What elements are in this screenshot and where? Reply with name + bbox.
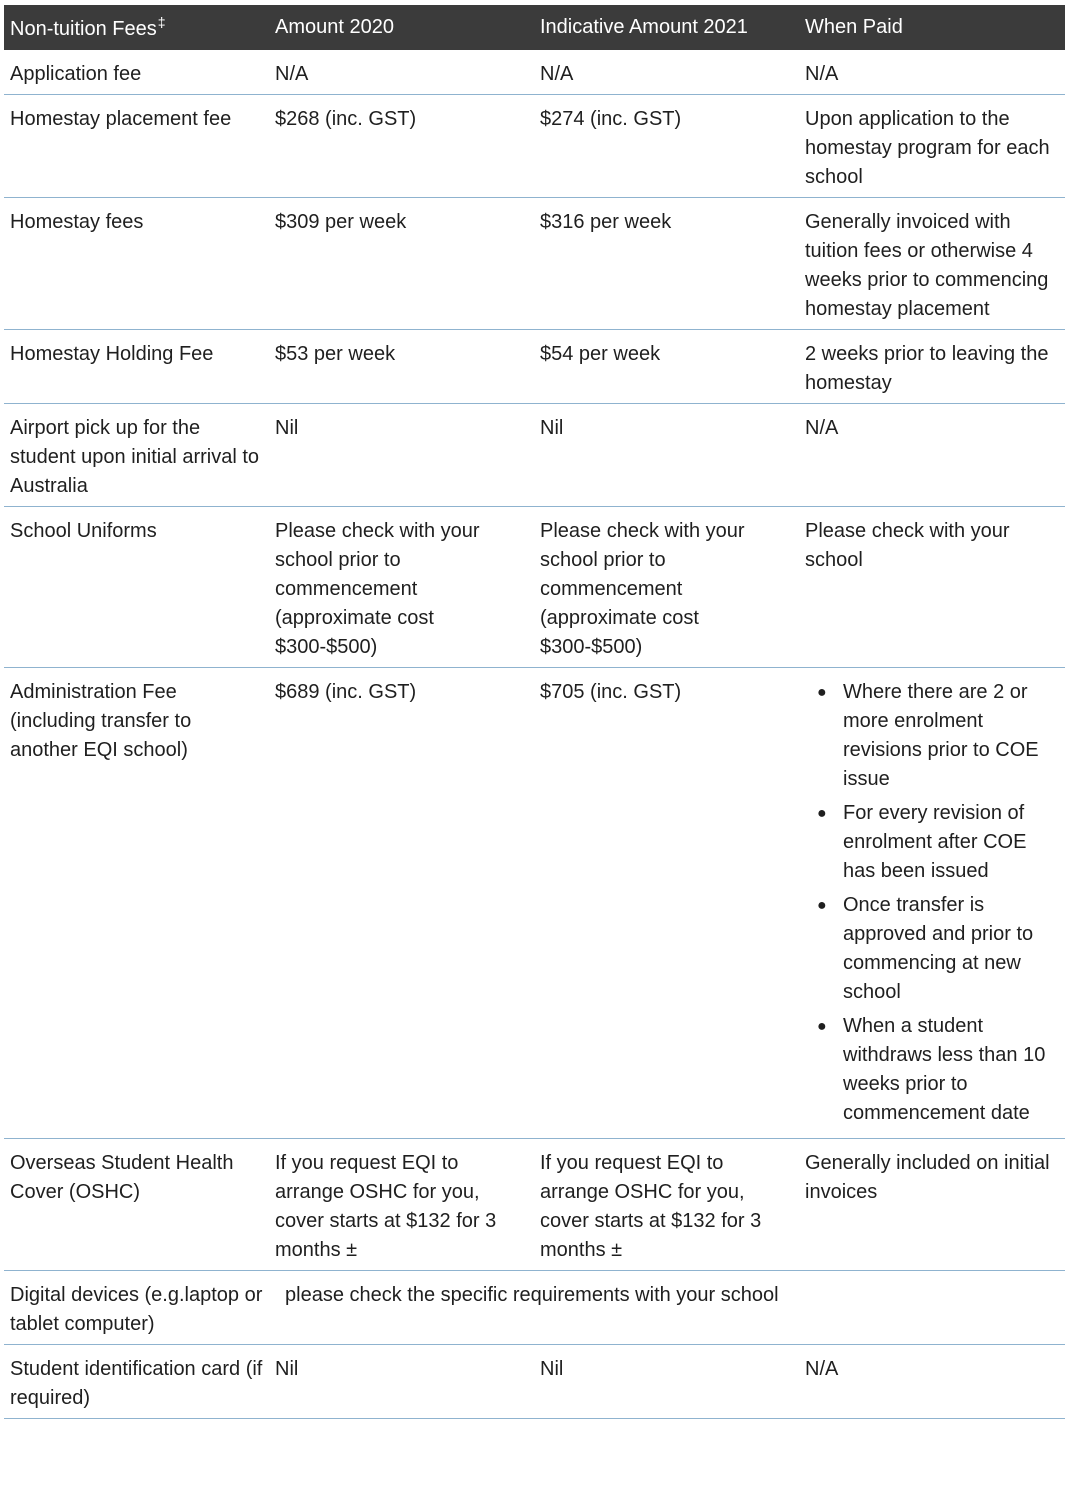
- amount-2021: $54 per week: [534, 330, 799, 404]
- amount-2020: Nil: [269, 1345, 534, 1419]
- table-row: [4, 668, 1065, 1139]
- amount-2021: N/A: [534, 50, 799, 95]
- when-paid-list: [805, 678, 1059, 1128]
- table-header-row: [4, 5, 1065, 50]
- table-row: [4, 330, 1065, 404]
- amount-2021: If you request EQI to arrange OSHC for you, cover starts at $132 for 3 months ±: [534, 1139, 799, 1271]
- table-row: [4, 507, 1065, 668]
- table-row: [4, 198, 1065, 330]
- header-indicative-amount-2021: Indicative Amount 2021: [534, 5, 799, 50]
- header-amount-2020: Amount 2020: [269, 5, 534, 50]
- table-row: [4, 1139, 1065, 1271]
- fee-name: Application fee: [4, 50, 269, 95]
- amount-2020: If you request EQI to arrange OSHC for you, cover starts at $132 for 3 months ±: [269, 1139, 534, 1271]
- amount-2021: Nil: [534, 1345, 799, 1419]
- list-item: [805, 891, 1059, 1007]
- list-item-text: When a student withdraws less than 10 weeks prior to commencement date: [843, 1015, 1046, 1124]
- amount-2021: Nil: [534, 404, 799, 507]
- amount-2021: $274 (inc. GST): [534, 95, 799, 198]
- fee-name: Overseas Student Health Cover (OSHC): [4, 1139, 269, 1271]
- when-paid: N/A: [799, 50, 1065, 95]
- when-paid: Upon application to the homestay program for each school: [799, 95, 1065, 198]
- fee-name: Homestay placement fee: [4, 95, 269, 198]
- table-row: [4, 1345, 1065, 1419]
- fee-name: Airport pick up for the student upon initial arrival to Australia: [4, 404, 269, 507]
- amount-2021: $316 per week: [534, 198, 799, 330]
- bullet-icon: ●: [817, 1018, 827, 1035]
- when-paid: Generally included on initial invoices: [799, 1139, 1065, 1271]
- when-paid: [799, 668, 1065, 1139]
- list-item: [805, 1012, 1059, 1128]
- amount-2020: Please check with your school prior to commencement (approximate cost $300-$500): [269, 507, 534, 668]
- header-label: Non-tuition Fees: [10, 18, 157, 40]
- table-row: [4, 1271, 1065, 1345]
- list-item-text: Once transfer is approved and prior to commencing at new school: [843, 894, 1034, 1003]
- fee-name: Administration Fee (including transfer to another EQI school): [4, 668, 269, 1139]
- table-row: [4, 50, 1065, 95]
- amount-2020: $309 per week: [269, 198, 534, 330]
- when-paid: N/A: [799, 404, 1065, 507]
- when-paid: 2 weeks prior to leaving the homestay: [799, 330, 1065, 404]
- when-paid: N/A: [799, 1345, 1065, 1419]
- fee-name: Homestay Holding Fee: [4, 330, 269, 404]
- header-when-paid: When Paid: [799, 5, 1065, 50]
- footnote-mark: ‡: [157, 14, 166, 30]
- bullet-icon: ●: [817, 805, 827, 822]
- amount-2020: $53 per week: [269, 330, 534, 404]
- amount-2020: Nil: [269, 404, 534, 507]
- bullet-icon: ●: [817, 897, 827, 914]
- merged-note: please check the specific requirements with your school: [269, 1271, 1065, 1345]
- header-non-tuition-fees: [4, 5, 269, 50]
- when-paid: Please check with your school: [799, 507, 1065, 668]
- list-item-text: Where there are 2 or more enrolment revisions prior to COE issue: [843, 681, 1039, 790]
- amount-2021: Please check with your school prior to commencement (approximate cost $300-$500): [534, 507, 799, 668]
- fee-name: School Uniforms: [4, 507, 269, 668]
- list-item: [805, 799, 1059, 886]
- list-item-text: For every revision of enrolment after COE has been issued: [843, 802, 1027, 882]
- amount-2020: $689 (inc. GST): [269, 668, 534, 1139]
- amount-2021: $705 (inc. GST): [534, 668, 799, 1139]
- table-row: [4, 95, 1065, 198]
- when-paid: Generally invoiced with tuition fees or otherwise 4 weeks prior to commencing homestay placement: [799, 198, 1065, 330]
- amount-2020: N/A: [269, 50, 534, 95]
- non-tuition-fees-table: [4, 5, 1065, 1419]
- amount-2020: $268 (inc. GST): [269, 95, 534, 198]
- fee-name: Homestay fees: [4, 198, 269, 330]
- table-row: [4, 404, 1065, 507]
- fee-name: Student identification card (if required): [4, 1345, 269, 1419]
- bullet-icon: ●: [817, 684, 827, 701]
- fee-name: Digital devices (e.g.laptop or tablet computer): [4, 1271, 269, 1345]
- list-item: [805, 678, 1059, 794]
